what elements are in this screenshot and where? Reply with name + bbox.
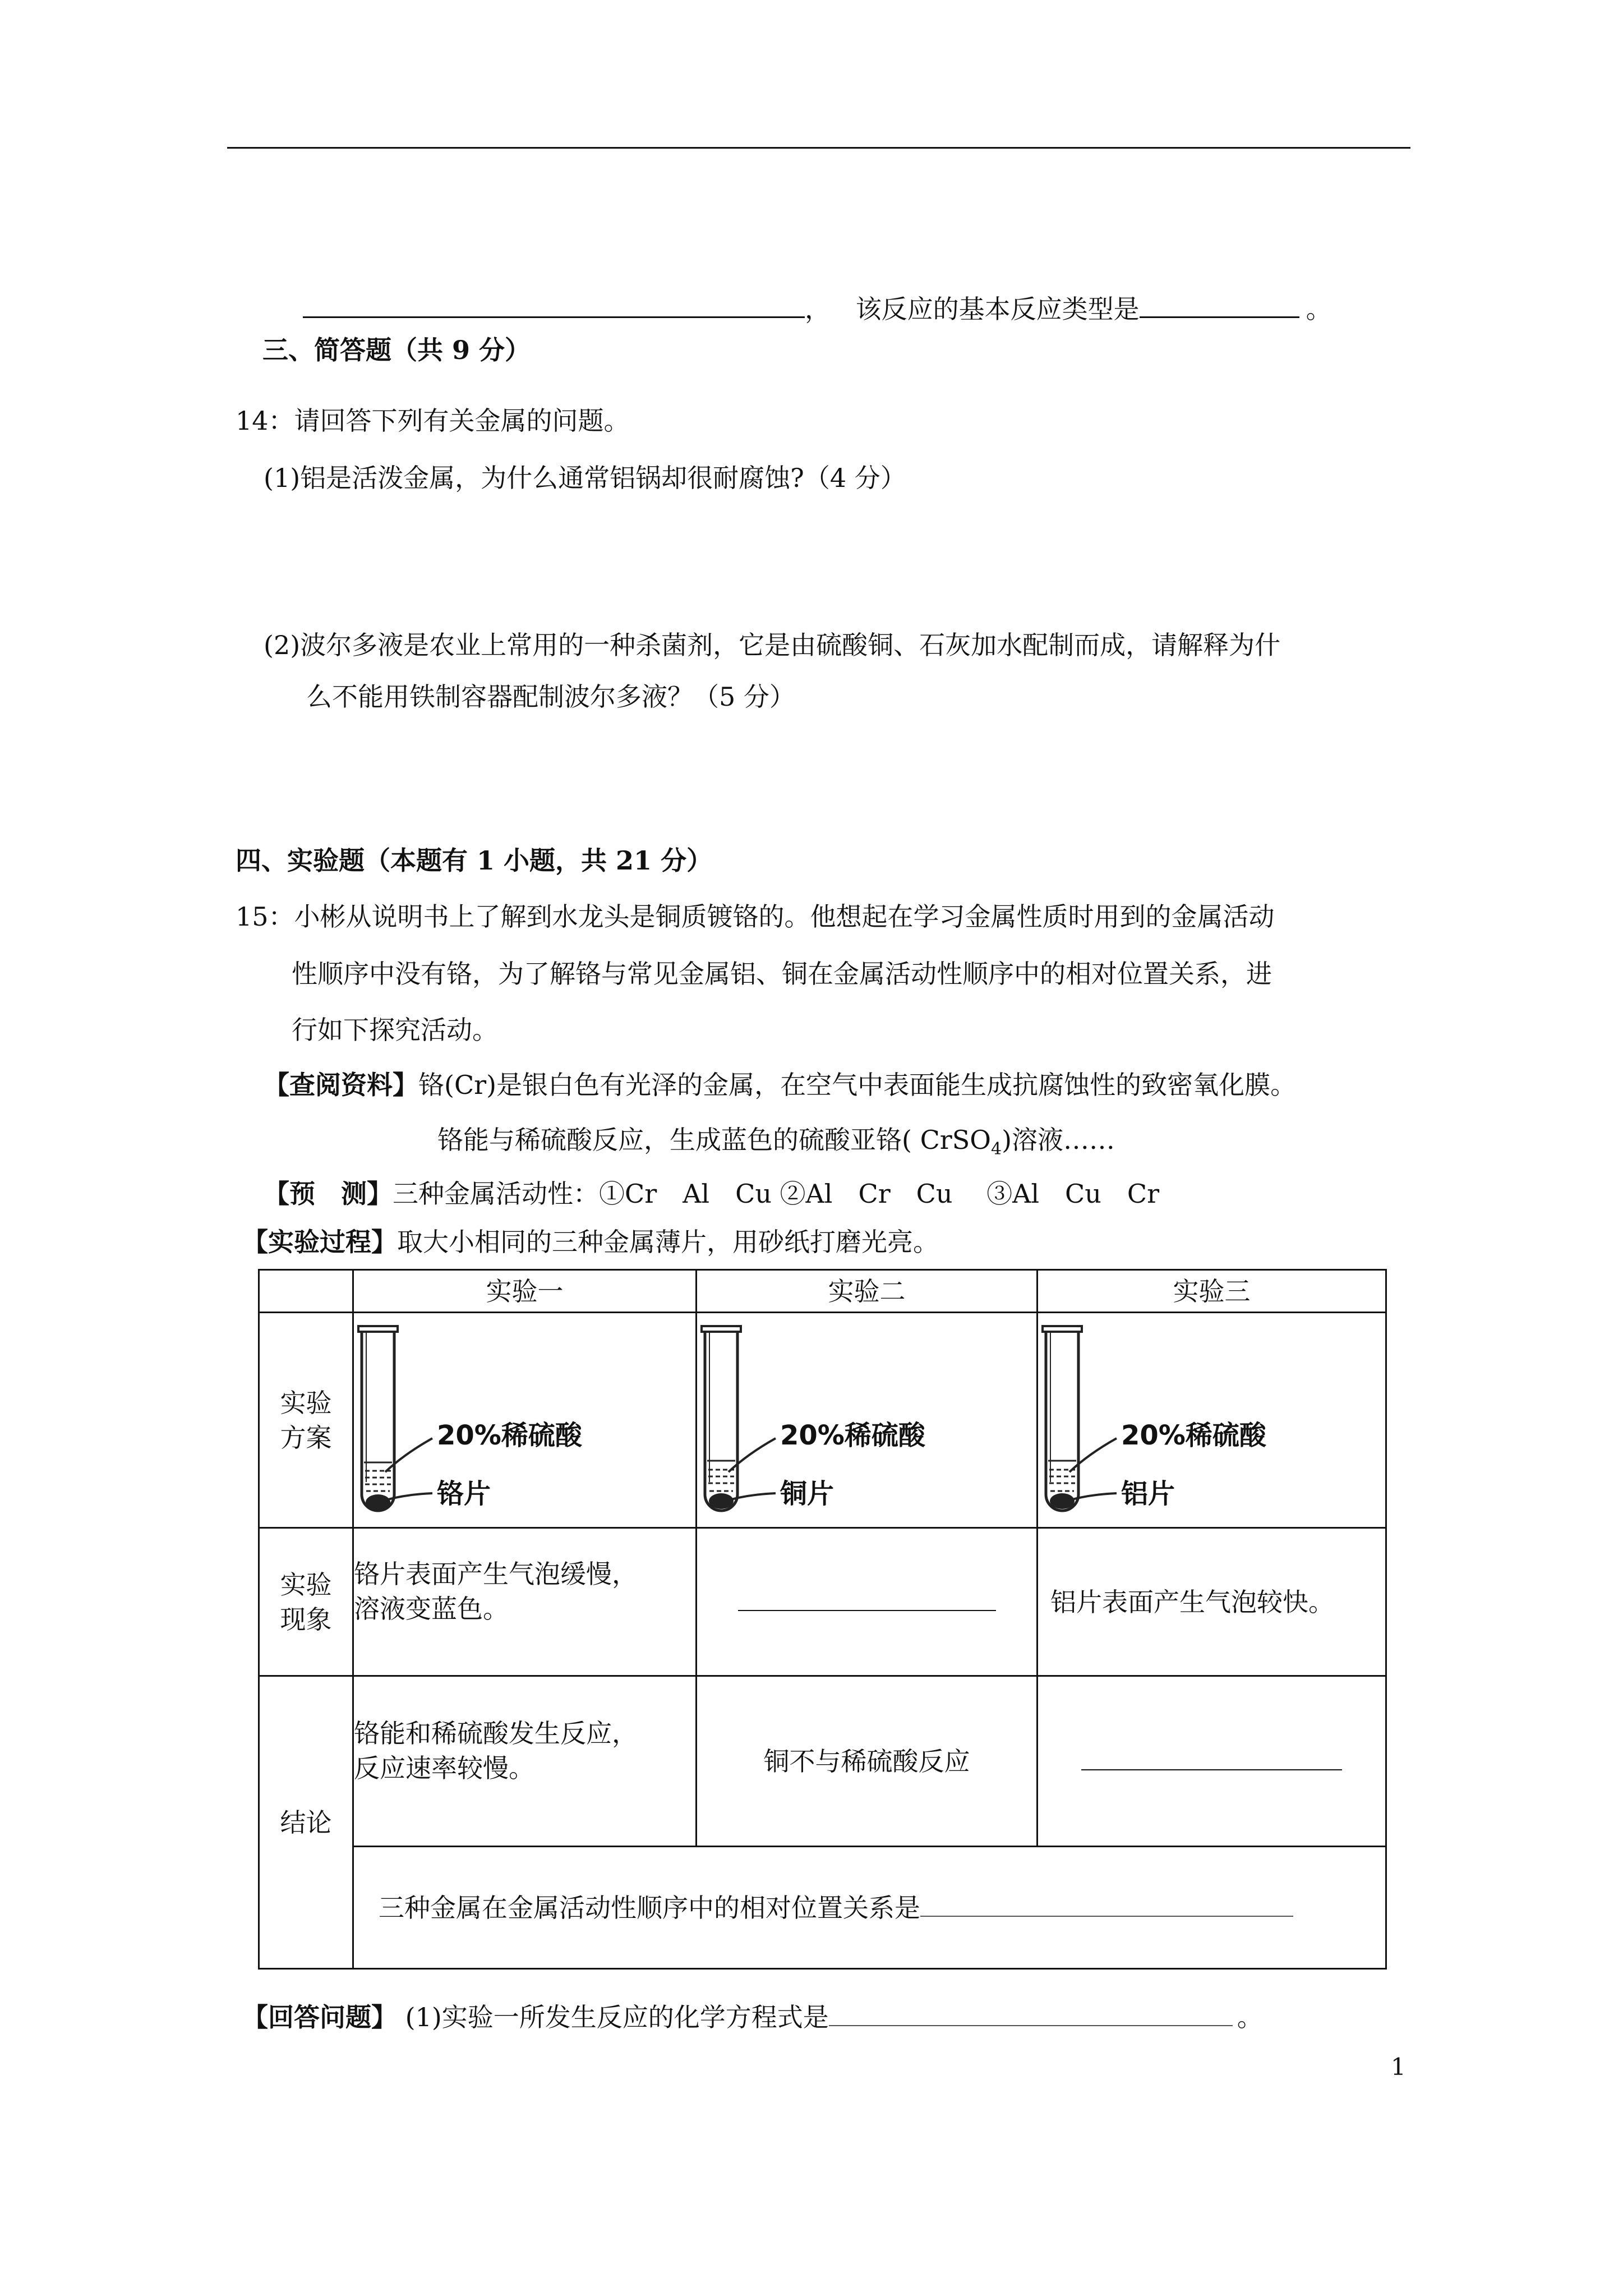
table-header-row	[259, 1270, 1386, 1313]
table-row-conclusion	[259, 1676, 1386, 1847]
header-rule	[227, 147, 1410, 149]
q14-part2-line1: (2)波尔多液是农业上常用的一种杀菌剂，它是由硫酸铜、石灰加水配制而成，请解释为什	[264, 630, 1281, 660]
metal-label: 铜片	[780, 1478, 834, 1510]
metal-label: 铝片	[1121, 1478, 1175, 1510]
answer-blank[interactable]	[829, 1999, 1233, 2026]
section-4-title: 四、实验题（本题有 1 小题，共 21 分）	[236, 845, 713, 876]
prediction-line: 【预 测】三种金属活动性：①Cr Al Cu ②Al Cr Cu ③Al Cu Cr	[264, 1179, 1160, 1209]
concl-cell-exp2: 铜不与稀硫酸反应	[697, 1676, 1038, 1847]
pointer-line	[1066, 1493, 1117, 1501]
acid-label: 20%稀硫酸	[437, 1419, 582, 1451]
experiment-table	[258, 1269, 1387, 1970]
pointer-line	[728, 1438, 776, 1472]
q14-part1: (1)铝是活泼金属，为什么通常铝锅却很耐腐蚀?（4 分）	[264, 463, 906, 493]
answer-blank[interactable]	[1081, 1743, 1342, 1770]
row-label-observation: 实验 现象	[259, 1528, 353, 1676]
answer-question-line: 【回答问题】 (1)实验一所发生反应的化学方程式是 。	[242, 1999, 1263, 2034]
answer-blank[interactable]	[1140, 291, 1299, 318]
answer-blank[interactable]	[303, 291, 805, 318]
concl-cell-exp3	[1038, 1676, 1386, 1847]
metal-label: 铬片	[437, 1478, 491, 1510]
row-label-plan: 实验 方案	[259, 1313, 353, 1528]
obs-cell-exp1: 铬片表面产生气泡缓慢， 溶液变蓝色。	[353, 1528, 697, 1676]
row-label-conclusion: 结论	[259, 1676, 353, 1969]
answer-blank[interactable]	[738, 1584, 996, 1611]
q13-continuation: ， 该反应的基本反应类型是 。	[303, 291, 1332, 326]
q15-line3: 行如下探究活动。	[292, 1015, 498, 1045]
acid-label: 20%稀硫酸	[1121, 1419, 1266, 1451]
page-number: 1	[1391, 2053, 1406, 2081]
pointer-line	[385, 1438, 432, 1472]
pointer-line	[725, 1493, 776, 1501]
test-tube-icon	[1043, 1326, 1082, 1511]
table-row-plan	[259, 1313, 1386, 1528]
table-row-summary	[259, 1847, 1386, 1969]
q15-line1: 15：小彬从说明书上了解到水龙头是铜质镀铬的。他想起在学习金属性质时用到的金属活动	[236, 901, 1275, 932]
header-exp2: 实验二	[697, 1270, 1038, 1313]
pointer-line	[382, 1493, 432, 1501]
q14-stem: 14：请回答下列有关金属的问题。	[236, 406, 630, 436]
table-corner	[259, 1270, 353, 1313]
reference-line1: 【查阅资料】铬(Cr)是银白色有光泽的金属，在空气中表面能生成抗腐蚀性的致密氧化膜。	[264, 1070, 1297, 1100]
plan-cell-exp1	[353, 1313, 697, 1528]
test-tube-icon	[702, 1326, 741, 1511]
test-tube-icon	[358, 1326, 398, 1511]
summary-cell: 三种金属在金属活动性顺序中的相对位置关系是	[353, 1847, 1386, 1969]
q15-line2: 性顺序中没有铬，为了解铬与常见金属铝、铜在金属活动性顺序中的相对位置关系，进	[292, 959, 1272, 989]
table-row-observation	[259, 1528, 1386, 1676]
pointer-line	[1069, 1438, 1117, 1472]
q14-part2-line2: 么不能用铁制容器配制波尔多液？（5 分）	[306, 682, 795, 712]
reference-line2: 铬能与稀硫酸反应，生成蓝色的硫酸亚铬( CrSO$_4$)溶液……	[437, 1125, 1115, 1159]
plan-cell-exp3	[1038, 1313, 1386, 1528]
acid-label: 20%稀硫酸	[780, 1419, 925, 1451]
section-3-title: 三、简答题（共 9 分）	[262, 335, 531, 365]
obs-cell-exp3: 铝片表面产生气泡较快。	[1038, 1528, 1386, 1676]
header-exp3: 实验三	[1038, 1270, 1386, 1313]
header-exp1: 实验一	[353, 1270, 697, 1313]
concl-cell-exp1: 铬能和稀硫酸发生反应， 反应速率较慢。	[353, 1676, 697, 1847]
answer-blank[interactable]	[920, 1890, 1293, 1917]
obs-cell-exp2	[697, 1528, 1038, 1676]
plan-cell-exp2	[697, 1313, 1038, 1528]
process-line: 【实验过程】取大小相同的三种金属薄片，用砂纸打磨光亮。	[242, 1227, 939, 1257]
